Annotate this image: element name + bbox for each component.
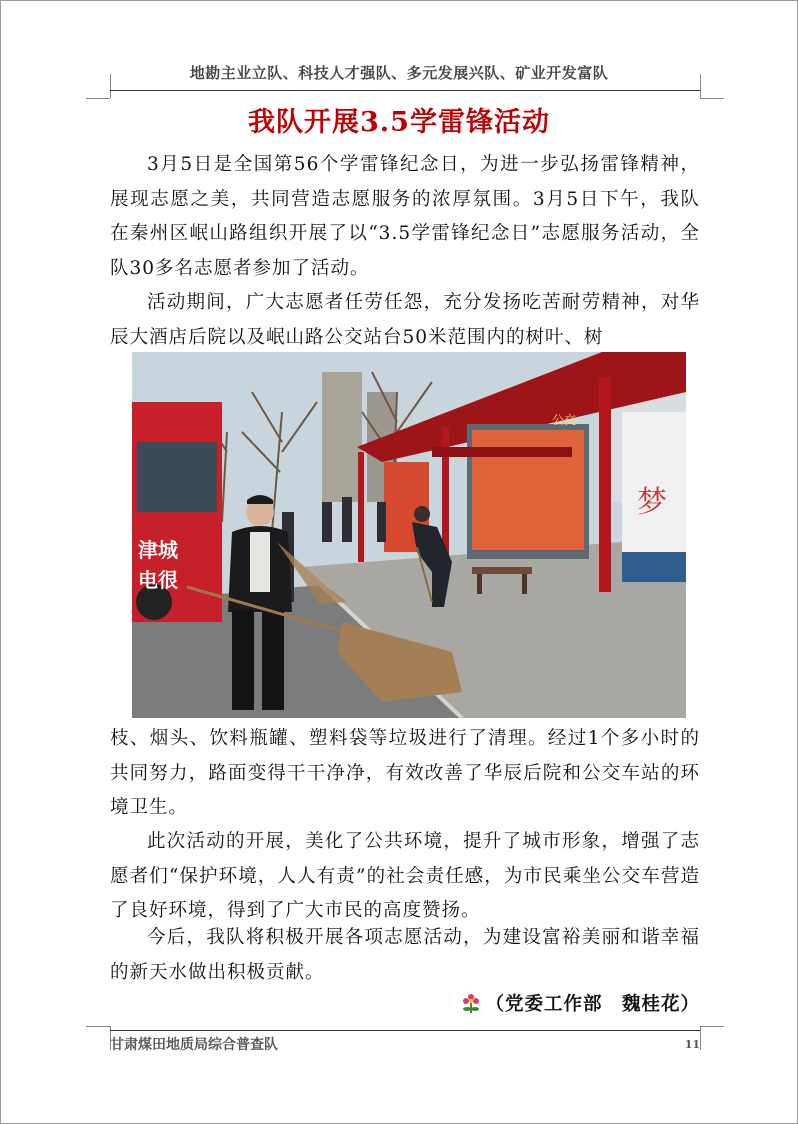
paragraph-1: 3月5日是全国第56个学雷锋纪念日，为进一步弘扬雷锋精神，展现志愿之美，共同营造志愿服务的浓厚氛围。3月5日下午，我队在秦州区岷山路组织开展了以“3.5学雷锋纪念日”志愿服务活动，全队30多名志愿者参加了活动。 [110, 154, 700, 279]
volunteer-photo [132, 352, 686, 718]
crop-mark-top-left-h [86, 98, 110, 99]
paragraph-2: 活动期间，广大志愿者任劳任怨，充分发扬吃苦耐劳精神，对华辰大酒店后院以及岷山路公交站台50米范围内的树叶、树 [110, 292, 700, 348]
header-rule [110, 90, 700, 91]
poster-glyph: 梦 [637, 485, 667, 520]
paragraph-5: 今后，我队将积极开展各项志愿活动，为建设富裕美丽和谐幸福的新天水做出积极贡献。 [110, 927, 700, 983]
flower-icon [461, 993, 481, 1013]
bus-sign-top: 津城 [138, 538, 178, 562]
article-title: 我队开展3.5学雷锋活动 [248, 107, 550, 138]
signature-line [440, 990, 700, 1016]
paragraph-4: 此次活动的开展，美化了公共环境，提升了城市形象，增强了志愿者们“保护环境，人人有责”的社会责任感，为市民乘坐公交车营造了良好环境，得到了广大市民的高度赞扬。 [110, 831, 700, 921]
page-number: 11 [684, 1038, 700, 1051]
bus-sign-bottom: 电很 [138, 568, 178, 592]
crop-mark-bottom-left-h [86, 1026, 110, 1027]
paragraph-3: 枝、烟头、饮料瓶罐、塑料袋等垃圾进行了清理。经过1个多小时的共同努力，路面变得干干净净，有效改善了华辰后院和公交车站的环境卫生。 [110, 728, 700, 818]
crop-mark-bottom-right-h [700, 1026, 724, 1027]
shelter-banner: 公交 [552, 413, 577, 427]
crop-mark-bottom-right-v [700, 1026, 701, 1050]
footer-organization: 甘肃煤田地质局综合普查队 [110, 1037, 278, 1053]
photo-illustration [132, 352, 686, 718]
crop-mark-top-right-h [700, 98, 724, 99]
signature-text: （党委工作部 魏桂花） [485, 994, 700, 1015]
running-header: 地勘主业立队、科技人才强队、多元发展兴队、矿业开发富队 [189, 64, 609, 82]
footer-rule [110, 1030, 700, 1031]
